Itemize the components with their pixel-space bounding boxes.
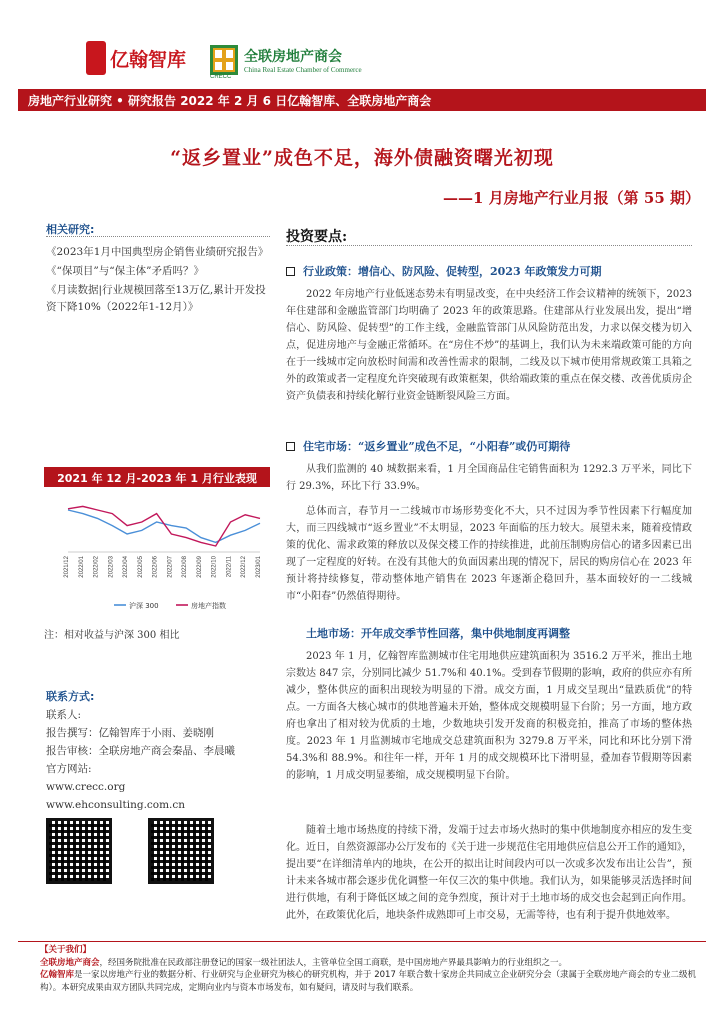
paragraph: 从我们监测的 40 城数据来看，1 月全国商品住宅销售面积为 1292.3 万平米，同比下行 29.3%，环比下行 33.9%。 <box>286 464 692 492</box>
related-research-list <box>46 244 272 318</box>
about-heading: 【关于我们】 <box>40 945 92 955</box>
website-link-crecc[interactable]: www.crecc.org <box>46 781 126 793</box>
qr-code-icon <box>148 818 214 884</box>
yihan-logo <box>86 38 204 78</box>
related-research-heading: 相关研究: <box>46 223 95 236</box>
contact-heading: 联系方式: <box>46 690 95 703</box>
section-title-land: 土地市场：开年成交季节性回落，集中供地制度再调整 <box>306 627 570 640</box>
website-link-eh[interactable]: www.ehconsulting.com.cn <box>46 799 186 811</box>
qr-code-icon <box>46 818 112 884</box>
x-tick-label: 2022/09 <box>196 556 203 578</box>
crecc-logo <box>210 40 400 80</box>
x-tick-label: 2022/10 <box>211 556 218 578</box>
chart-heading: 2021 年 12 月-2023 年 1 月行业表现 <box>44 467 270 487</box>
paragraph: 2023 年 1 月，亿翰智库监测城市住宅用地供应建筑面积为 3516.2 万平米，推出土地宗数达 847 宗，分别同比减少 51.7%和 40.1%。受到春节假期的影响，政府的供应亦有所减少，整体供应的面积出现较为明显的下滑。成交方面，1 月成交呈现出“量跌质优”的特点。一方面各大核心城市的供地普遍未开始，整体成交规模明显下台阶；另一方面，地方政府也拿出了相对较为优质的土地，少数地块引发开发商的积极竞拍，推高了市场的整体热度。2023 年 1 月监测城市宅地成交总建筑面积为 3279.8 万平米，同比和环比分别下滑 54.3%和 88.9%。和往年一样，开年 1 月的成交规模环比下滑明显，叠加春节假期等因素的影响，1 月成交明显萎缩，成交规模明显下台阶。 <box>286 651 692 781</box>
about-line-1: 全联房地产商会，经国务院批准在民政部注册登记的国家一级社团法人，主管单位全国工商联，是中国房地产界最具影响力的行业组织之一。 <box>40 957 568 968</box>
related-link[interactable]: 《“保项目”与“保主体”矛盾吗？》 <box>46 265 204 277</box>
x-tick-label: 2022/05 <box>137 556 144 578</box>
checkbox-square-icon <box>286 267 295 276</box>
related-link[interactable]: 《月读数据|行业规模回落至13万亿,累计开发投资下降10%（2022年1-12月）》 <box>46 284 266 313</box>
website-label: 官方网站: <box>46 763 92 775</box>
legend-label: 房地产指数 <box>191 602 226 610</box>
paragraph: 2022 年房地产行业低迷态势未有明显改变，在中央经济工作会议精神的统领下，2023 年住建部和金融监管部门均明确了 2023 年的政策思路。住建部从行业发展出发，提出“增信心、防风险、促转型”的工作主线，金融监管部门从风险防范出发，力求以保交楼为切入点，促进房地产与金融正常循环。在“房住不炒”的基调上，我们认为未来端政策可能的方向在于一线城市定向放松时间需和改善性需求的限制，二线及以下城市使用常规政策工具箱之外的政策或者一定程度允许突破现有政策框架，供给端政策的重点在保交楼、改善优质房企资产负债表和持续化解行业资金链断裂风险三方面。 <box>286 289 692 402</box>
x-tick-label: 2023/01 <box>256 556 262 578</box>
series-line-0 <box>68 510 260 542</box>
contact-info <box>46 706 272 814</box>
x-tick-label: 2022/12 <box>241 556 248 578</box>
section-title-housing: 住宅市场：“返乡置业”成色不足，“小阳春”或仍可期待 <box>286 438 570 454</box>
crecc-logo-abbr: CRECC <box>210 74 232 80</box>
divider <box>46 236 270 237</box>
x-tick-label: 2022/02 <box>93 556 100 578</box>
section-title-policy: 行业政策：增信心、防风险、促转型，2023 年政策发力可期 <box>286 263 601 279</box>
report-subtitle: ——1 月房地产行业月报（第 55 期） <box>443 189 700 207</box>
x-tick-label: 2022/03 <box>108 556 115 578</box>
footer-divider <box>18 941 706 942</box>
contact-reviewer: 报告审核：全联房地产商会秦晶、李晨曦 <box>46 745 235 757</box>
x-tick-label: 2022/04 <box>123 556 130 578</box>
about-us <box>40 944 700 994</box>
crecc-logo-en: China Real Estate Chamber of Commerce <box>244 66 362 74</box>
legend-label: 沪深 300 <box>129 602 159 610</box>
yihan-logo-mark-icon <box>86 41 106 75</box>
crecc-logo-cn: 全联房地产商会 <box>244 49 342 65</box>
crecc-logo-mark-icon <box>210 45 238 75</box>
x-tick-label: 2022/08 <box>182 556 189 578</box>
investment-highlights-heading: 投资要点: <box>286 229 348 245</box>
report-banner: 房地产行业研究 • 研究报告 2022 年 2 月 6 日亿翰智库、全联房地产商会 <box>18 89 706 111</box>
series-line-1 <box>68 506 260 546</box>
x-tick-label: 2022/01 <box>78 556 85 578</box>
about-line-2: 亿翰智库是一家以房地产行业的数据分析、行业研究与企业研究为核心的研究机构，并于 2017 年联合数十家房企共同成立企业研究分会（隶属于全联房地产商会的专业二级机构）。本研究成果由双方团队共同完成，定期向业内与资本市场发布，如有疑问，请及时与我们联系。 <box>40 970 697 993</box>
divider <box>286 245 692 246</box>
paragraph: 总体而言，春节月一二线城市市场形势变化不大，只不过因为季节性因素下行幅度加大，而三四线城市“返乡置业”不太明显，2023 年面临的压力较大。展望未来，随着疫情政策的优化、需求政策的释放以及保交楼工作的持续推进，此前压制购房信心的诸多因素已出现了一定程度的好转。在没有其他大的负面因素出现的情况下，居民的购房信心在 2023 年预计将持续修复，带动整体地产销售在 2023 年逐渐企稳回升，基本面较好的一二线城市“小阳春”仍然值得期待。 <box>286 506 692 602</box>
x-tick-label: 2022/07 <box>167 556 174 578</box>
yihan-logo-text: 亿翰智库 <box>110 48 187 71</box>
contact-author: 报告撰写：亿翰智库于小雨、姜晓刚 <box>46 727 214 739</box>
report-title: “返乡置业”成色不足，海外债融资曙光初现 <box>170 147 554 169</box>
contact-label: 联系人: <box>46 709 82 721</box>
performance-chart <box>44 490 270 618</box>
x-tick-label: 2021/12 <box>64 556 70 578</box>
x-tick-label: 2022/06 <box>152 556 159 578</box>
paragraph: 随着土地市场热度的持续下滑，发端于过去市场火热时的集中供地制度亦相应的发生变化。近日，自然资源部办公厅发布的《关于进一步规范住宅用地供应信息公开工作的通知》，提出要“在详细清单内的地块，在公开的拟出让时间段内可以一次或多次发布出让公告”，预计未来各城市都会逐步优化调整一年仅三次的集中供地。我们认为，如果能够灵活选择时间进行供地，有利于降低区域之间的竞争烈度，预计对于土地市场的成交也会起到正向作用。此外，在政策优化后，地块条件成熟即可上市交易，无需等待，也有利于提升供地效率。 <box>286 825 692 921</box>
checkbox-square-icon <box>286 442 295 451</box>
chart-note: 注：相对收益与沪深 300 相比 <box>44 630 180 641</box>
x-tick-label: 2022/11 <box>226 556 233 578</box>
related-link[interactable]: 《2023年1月中国典型房企销售业绩研究报告》 <box>46 246 269 258</box>
